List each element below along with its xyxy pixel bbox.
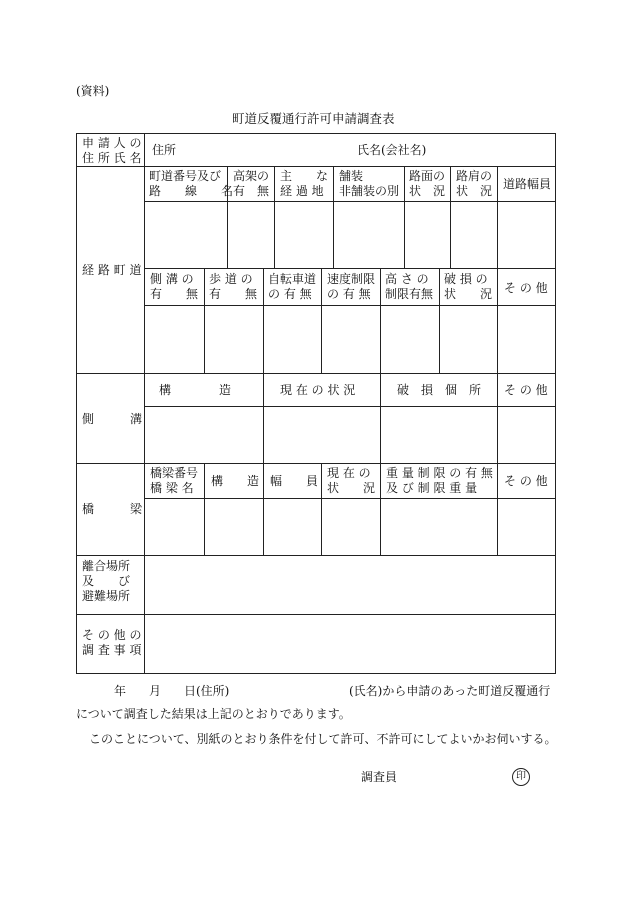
route-r1-c3-l2: 経 過 地: [280, 184, 324, 198]
route-r2-c3-l1: 自転車道: [268, 272, 317, 286]
bridge-number-l2: 橋 梁 名: [150, 481, 194, 495]
route-r2-c5-l1: 高 さ の: [385, 272, 429, 286]
address-label: 住所: [152, 143, 177, 157]
route-r2-c2-l1: 歩 道 の: [209, 272, 253, 286]
bridge-number-l1: 橋梁番号: [150, 466, 199, 480]
bridge-weight-limit-l1: 重 量 制 限 の 有 無: [386, 466, 493, 480]
route-r2-c4-l1: 速度制限: [327, 272, 376, 286]
bridge-other: そ の 他: [504, 474, 548, 488]
passing-label-1: 離合場所: [82, 559, 131, 573]
name-label: 氏名(会社名): [357, 143, 427, 157]
route-r1-c4-l2: 非舗装の別: [339, 184, 400, 198]
route-r1-c2-l2: 有 無: [233, 184, 270, 198]
route-r1-c1-l2: 路 線 名: [149, 184, 234, 198]
bridge-width: 幅 員: [270, 474, 319, 488]
route-r2-c7: そ の 他: [504, 281, 548, 295]
bridge-weight-limit-l2: 及 び 制 限 重 量: [386, 481, 478, 495]
gutter-damage-location: 破 損 個 所: [397, 383, 482, 397]
inspector-label: 調査員: [361, 770, 398, 784]
route-r1-c1-l1: 町道番号及び: [149, 169, 222, 183]
passing-label-2: 及 び: [82, 574, 131, 588]
applicant-label-1: 申 請 人 の: [82, 136, 142, 150]
route-r1-c6-l1: 路肩の: [456, 169, 493, 183]
bridge-state-l1: 現 在 の: [327, 466, 371, 480]
footer-name-rest: (氏名)から申請のあった町道反覆通行: [349, 684, 551, 698]
footer-year: 年: [114, 684, 127, 698]
route-r2-c6-l2: 状 況: [444, 287, 493, 301]
route-r1-c5-l1: 路面の: [409, 169, 446, 183]
applicant-label-2: 住 所 氏 名: [82, 151, 142, 165]
route-label: 経 路 町 道: [82, 263, 142, 277]
route-r2-c1-l1: 側 溝 の: [150, 272, 194, 286]
gutter-label: 側 溝: [82, 412, 143, 426]
passing-label-3: 避難場所: [82, 589, 131, 603]
route-r2-c4-l2: の 有 無: [327, 287, 371, 301]
route-r1-c4-l1: 舗装: [339, 169, 364, 183]
route-r1-c2-l1: 高架の: [233, 169, 270, 183]
route-r2-c5-l2: 制限有無: [385, 287, 434, 301]
route-r1-c5-l2: 状 況: [409, 184, 446, 198]
bridge-label: 橋 梁: [82, 502, 143, 516]
document-title: 町道反覆通行許可申請調査表: [232, 111, 395, 126]
route-r2-c1-l2: 有 無: [150, 287, 199, 301]
route-r2-c2-l2: 有 無: [209, 287, 258, 301]
route-r1-c3-l1: 主 な: [280, 169, 329, 183]
route-r2-c6-l1: 破 損 の: [444, 272, 488, 286]
other-items-label-1: そ の 他 の: [82, 628, 142, 642]
route-r1-c6-l2: 状 況: [456, 184, 493, 198]
bridge-state-l2: 状 況: [327, 481, 376, 495]
gutter-structure: 構 造: [159, 383, 232, 397]
route-r2-c3-l2: の 有 無: [268, 287, 312, 301]
footer-line3: このことについて、別紙のとおり条件を付して許可、不許可にしてよいかお伺いする。: [89, 732, 557, 746]
gutter-other: そ の 他: [504, 383, 548, 397]
footer-month: 月: [149, 684, 162, 698]
gutter-current-state: 現 在 の 状 況: [280, 383, 356, 397]
footer-line2: について調査した結果は上記のとおりであります。: [76, 707, 351, 721]
footer-day-address: 日(住所): [184, 684, 230, 698]
bridge-structure: 構 造: [211, 474, 260, 488]
seal-mark: 印: [512, 768, 530, 786]
route-r1-c7: 道路幅員: [503, 177, 552, 191]
other-items-label-2: 調 査 事 項: [82, 643, 142, 657]
material-label: (資料): [76, 84, 110, 98]
